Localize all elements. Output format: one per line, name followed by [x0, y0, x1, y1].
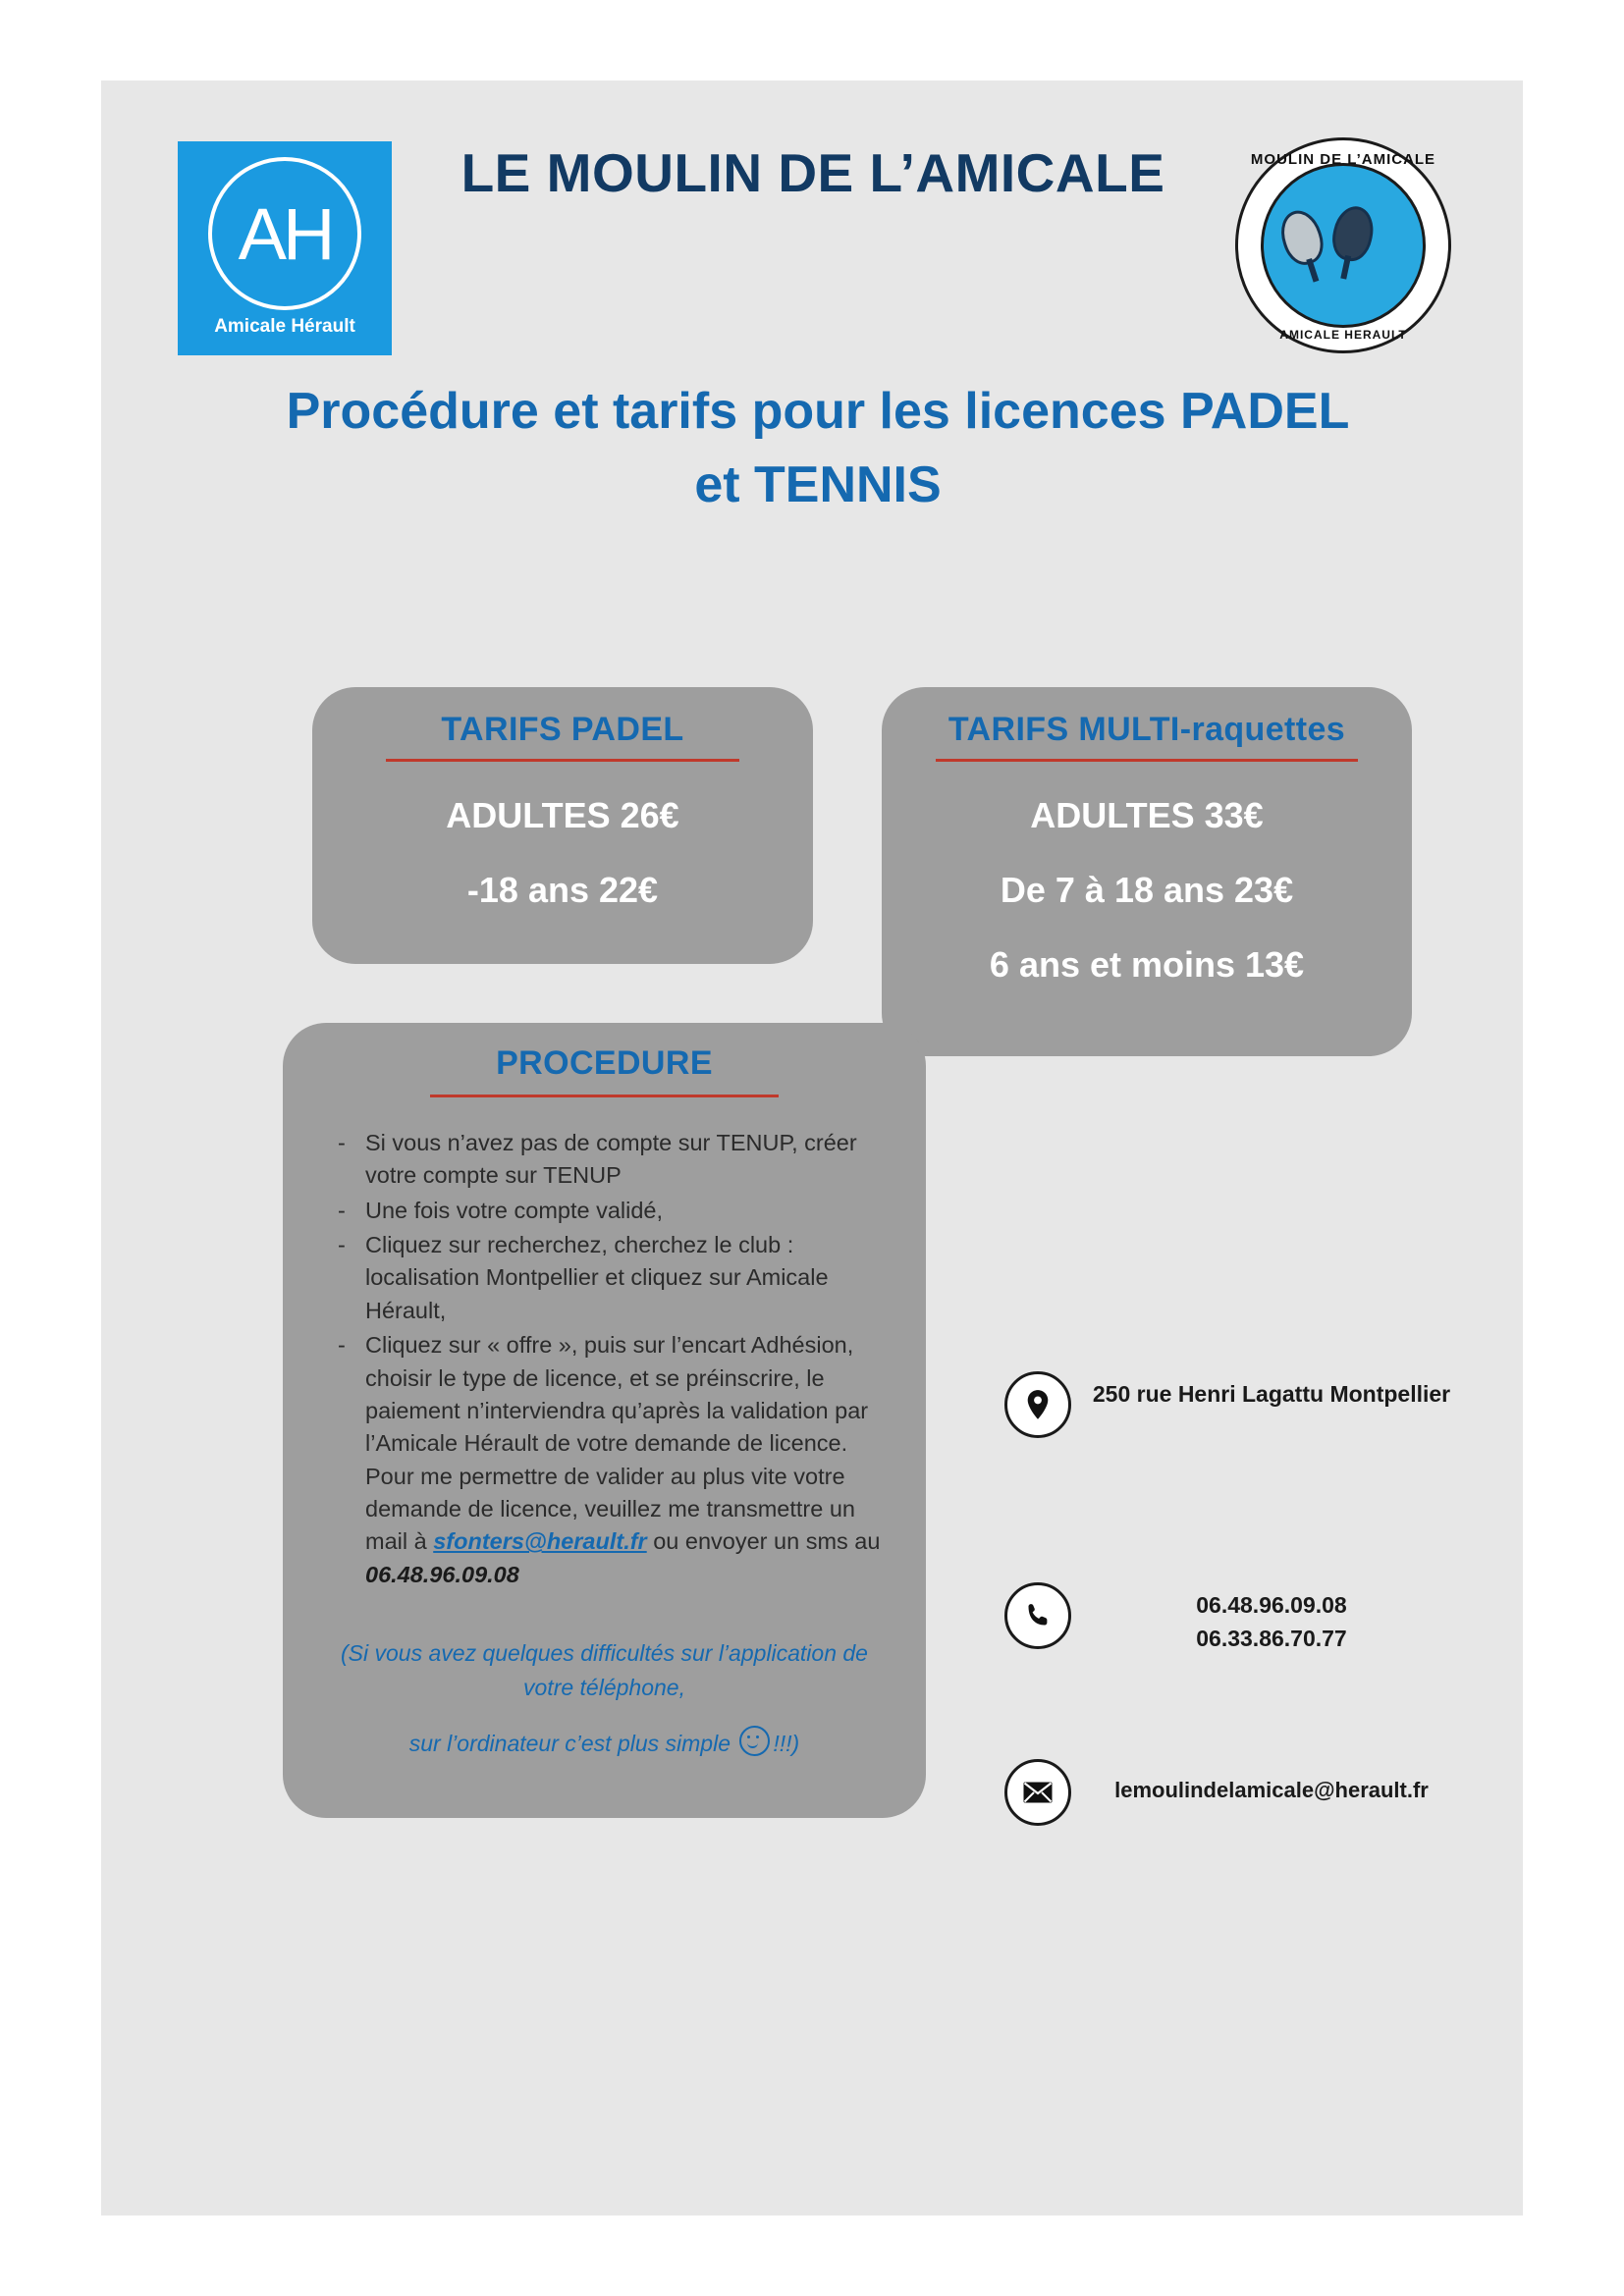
- page-title: LE MOULIN DE L’AMICALE: [460, 142, 1165, 203]
- procedure-divider: [430, 1095, 779, 1097]
- list-item-with-contacts: [326, 1329, 898, 1591]
- padel-card-title: TARIFS PADEL: [441, 711, 684, 748]
- logo-monogram: AH: [208, 157, 361, 310]
- phone-icon: [1004, 1582, 1071, 1649]
- sms-number: 06.48.96.09.08: [365, 1561, 519, 1587]
- location-pin-icon: [1004, 1371, 1071, 1438]
- poster-page: [101, 80, 1523, 2216]
- procedure-last-text: Cliquez sur « offre », puis sur l’encart Adhésion, choisir le type de licence, et se préinscrire, le paiement n’interviendra qu’après la validation par l’Amicale Hérault de votre demande de licence. Pour me permettre de valider au plus vite votre demande de licence, veuillez me transmettre un mail à: [365, 1332, 869, 1555]
- envelope-icon: [1004, 1759, 1071, 1826]
- smiley-icon: [739, 1726, 770, 1756]
- moulin-de-lamicale-badge-logo: [1235, 137, 1451, 353]
- procedure-title: PROCEDURE: [496, 1044, 713, 1082]
- phone-number-2: 06.33.86.70.77: [1196, 1626, 1347, 1652]
- note-line-2-suffix: !!!): [773, 1731, 800, 1757]
- badge-bottom-text: AMICALE HERAULT: [1279, 328, 1407, 342]
- multi-price-under-6: 6 ans et moins 13€: [989, 944, 1305, 985]
- multi-card-divider: [936, 759, 1358, 762]
- contact-address-row: [1004, 1371, 1451, 1438]
- padel-price-adults: ADULTES 26€: [446, 795, 679, 835]
- multi-price-adults: ADULTES 33€: [1030, 795, 1264, 835]
- padel-price-youth: -18 ans 22€: [466, 870, 659, 910]
- procedure-card: [283, 1023, 926, 1818]
- multi-price-7-18: De 7 à 18 ans 23€: [1000, 870, 1294, 910]
- multi-raquettes-price-card: [882, 687, 1412, 1056]
- logo-caption: Amicale Hérault: [214, 316, 355, 337]
- note-line-2: [322, 1726, 887, 1761]
- padel-card-divider: [386, 759, 739, 762]
- amicale-herault-logo: [178, 141, 392, 355]
- badge-top-text: MOULIN DE L’AMICALE: [1250, 151, 1436, 168]
- list-item: - Cliquez sur recherchez, cherchez le club : localisation Montpellier et cliquez sur Amicale Hérault,: [326, 1229, 898, 1327]
- procedure-list: [326, 1127, 898, 1591]
- note-line-2-text: sur l’ordinateur c’est plus simple: [408, 1731, 731, 1757]
- note-line-1: (Si vous avez quelques difficultés sur l’application de votre téléphone,: [341, 1640, 868, 1700]
- list-item: - Si vous n’avez pas de compte sur TENUP, créer votre compte sur TENUP: [326, 1127, 898, 1193]
- padel-price-card: [312, 687, 813, 964]
- contact-email-row: [1004, 1759, 1429, 1826]
- contact-address-text: 250 rue Henri Lagattu Montpellier: [1092, 1381, 1451, 1407]
- phone-number-1: 06.48.96.09.08: [1196, 1592, 1347, 1618]
- list-item: - Une fois votre compte validé,: [326, 1195, 898, 1227]
- poster-header: [101, 80, 1523, 342]
- contact-phone-row: [1004, 1582, 1347, 1652]
- contact-email-text: lemoulindelamicale@herault.fr: [1114, 1778, 1429, 1802]
- procedure-note: [322, 1636, 887, 1761]
- procedure-sms-intro: ou envoyer un sms au: [646, 1528, 881, 1555]
- contact-phone-text: [1075, 1588, 1468, 1655]
- page-subtitle: Procédure et tarifs pour les licences PADEL et TENNIS: [286, 383, 1350, 514]
- email-link-sfonters[interactable]: sfonters@herault.fr: [433, 1528, 647, 1555]
- multi-card-title: TARIFS MULTI-raquettes: [947, 711, 1346, 748]
